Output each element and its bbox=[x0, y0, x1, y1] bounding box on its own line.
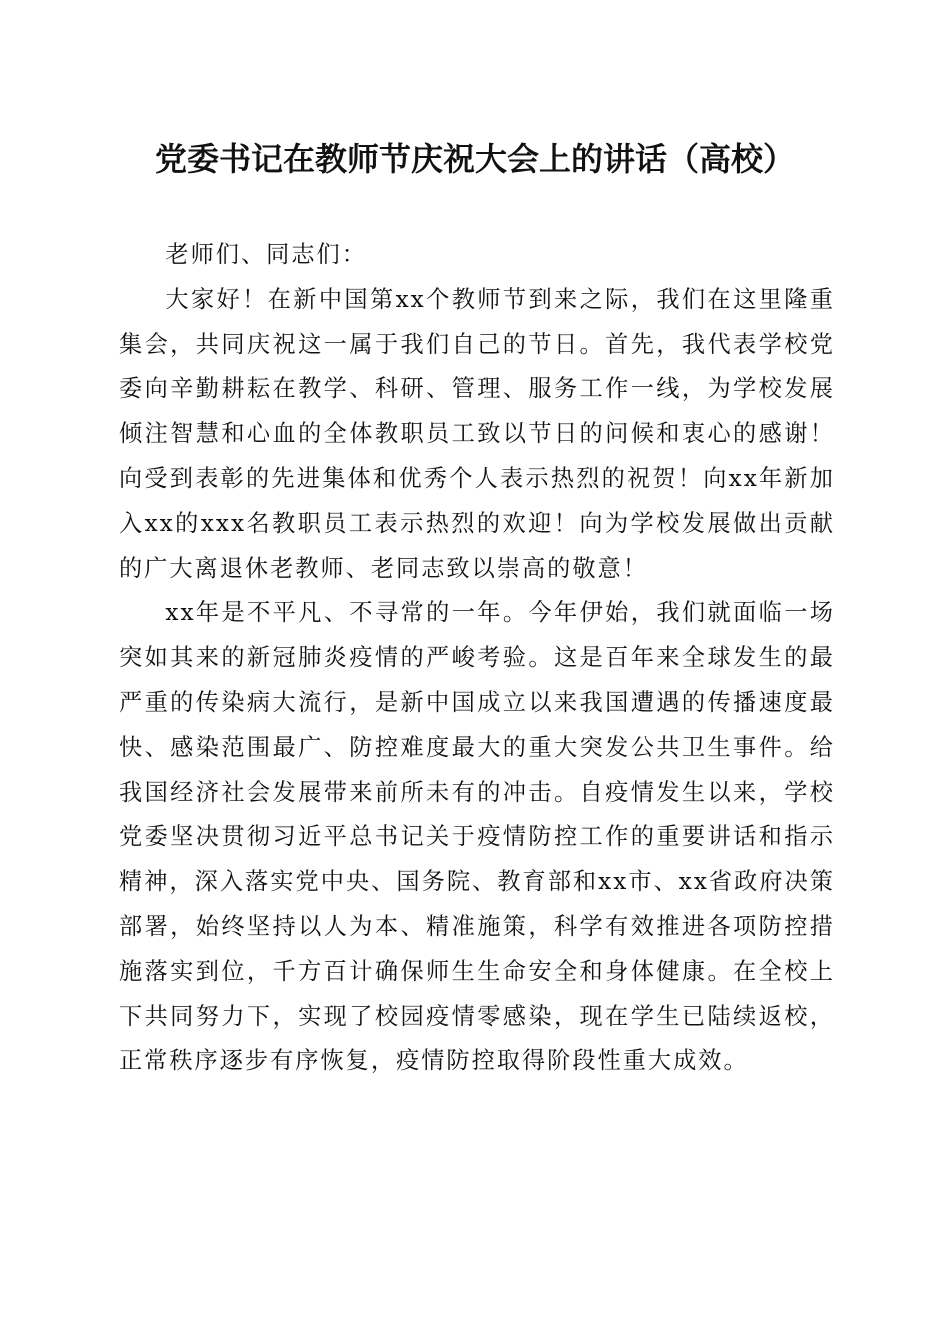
document-body bbox=[119, 233, 835, 1084]
document-title: 党委书记在教师节庆祝大会上的讲话（高校） bbox=[154, 140, 795, 178]
salutation: 老师们、同志们： bbox=[165, 241, 367, 268]
paragraph-epidemic: xx年是不平凡、不寻常的一年。今年伊始，我们就面临一场突如其来的新冠肺炎疫情的严峻考验。这是百年来全球发生的最严重的传染病大流行，是新中国成立以来我国遭遇的传播速度最快、感染范围最广、防控难度最大的重大突发公共卫生事件。给我国经济社会发展带来前所未有的冲击。自疫情发生以来，学校党委坚决贯彻习近平总书记关于疫情防控工作的重要讲话和指示精神，深入落实党中央、国务院、教育部和xx市、xx省政府决策部署，始终坚持以人为本、精准施策，科学有效推进各项防控措施落实到位，千方百计确保师生生命安全和身体健康。在全校上下共同努力下，实现了校园疫情零感染，现在学生已陆续返校，正常秩序逐步有序恢复，疫情防控取得阶段性重大成效。 bbox=[119, 599, 835, 1075]
paragraph-greeting: 大家好！在新中国第xx个教师节到来之际，我们在这里隆重集会，共同庆祝这一属于我们自己的节日。首先，我代表学校党委向辛勤耕耘在教学、科研、管理、服务工作一线，为学校发展倾注智慧和心血的全体教职员工致以节日的问候和衷心的感谢！向受到表彰的先进集体和优秀个人表示热烈的祝贺！向xx年新加入xx的xxx名教职员工表示热烈的欢迎！向为学校发展做出贡献的广大离退休老教师、老同志致以崇高的敬意！ bbox=[119, 285, 835, 582]
